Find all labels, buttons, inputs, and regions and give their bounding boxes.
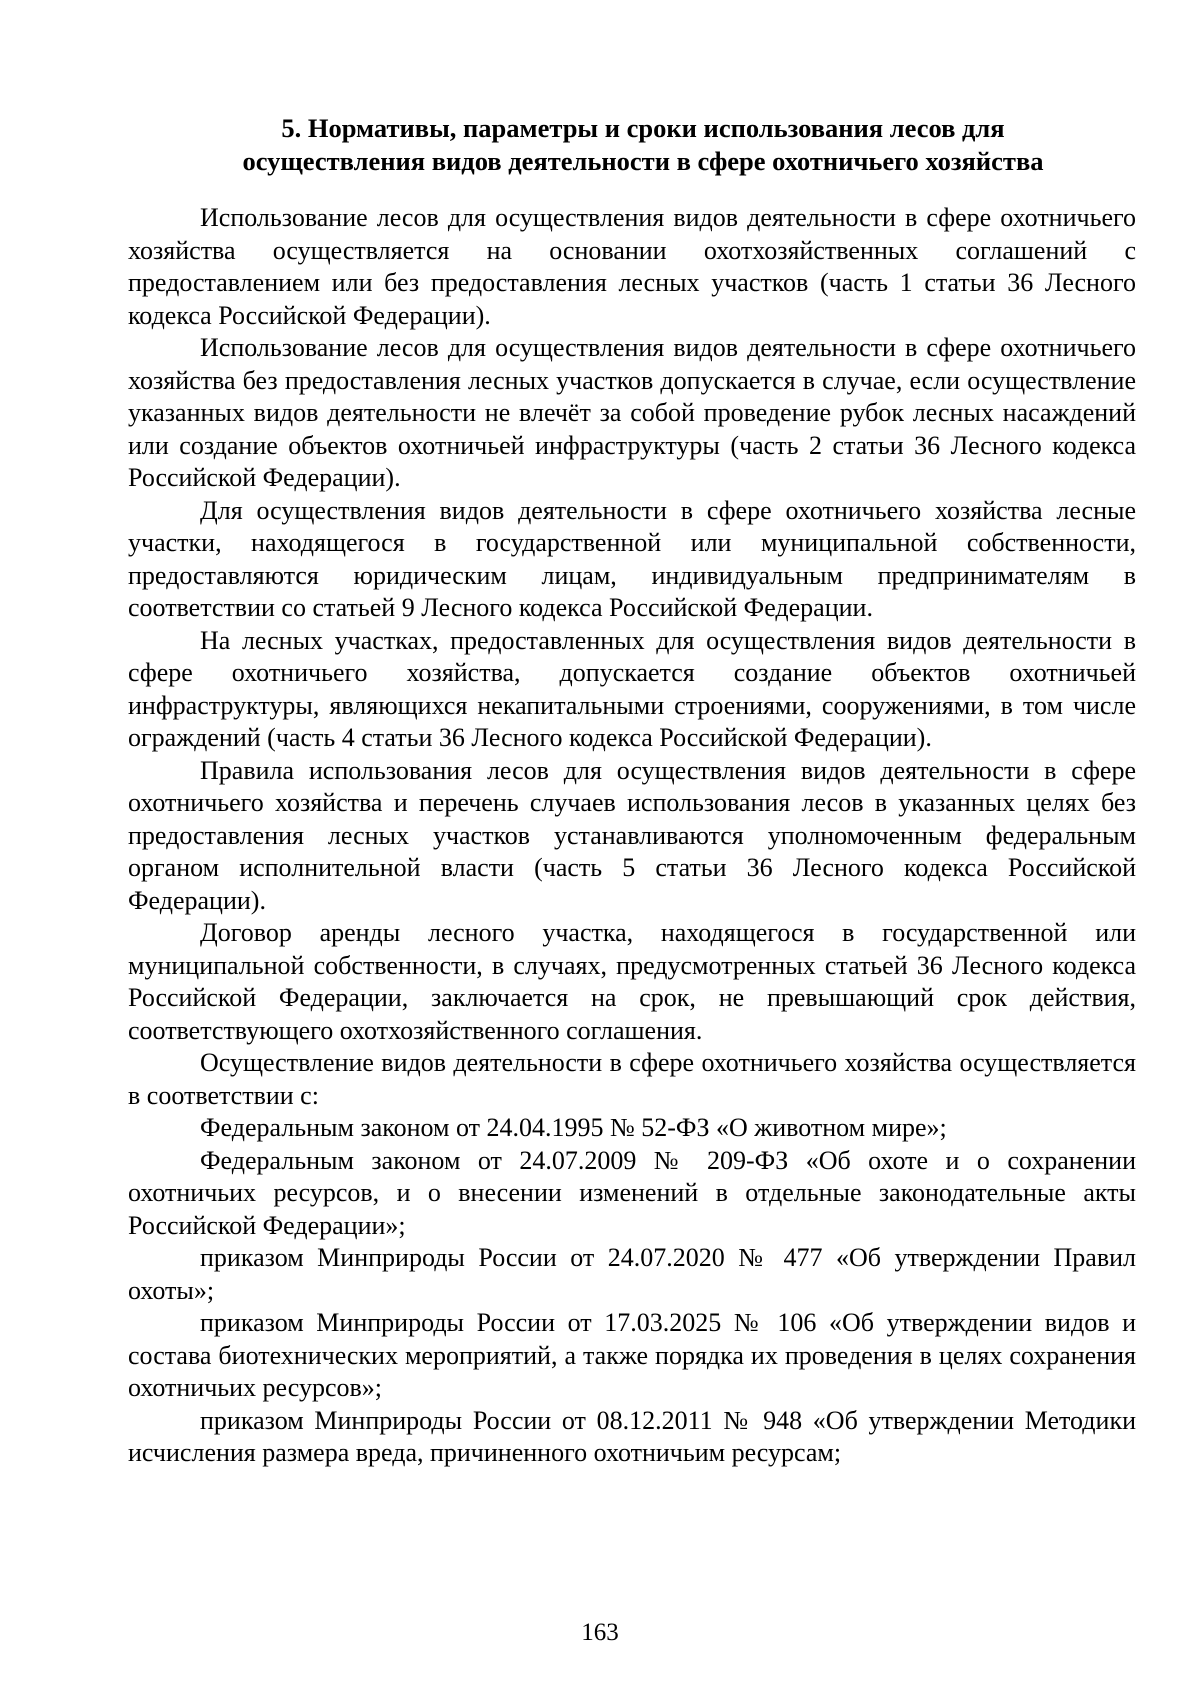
paragraph-9: Федеральным законом от 24.07.2009 № 209-ФЗ «Об охоте и о сохранении охотничьих ресурсов, и о внесении изменений в отдельные законодательные акты Российской Федерации»;	[128, 1145, 1136, 1240]
paragraph-4: На лесных участках, предоставленных для осуществления видов деятельности в сфере охотничьего хозяйства, допускается создание объектов охотничьей инфраструктуры, являющихся некапитальными строениями, сооружениями, в том числе ограждений (часть 4 статьи 36 Лесного кодекса Российской Федерации).	[128, 625, 1136, 752]
paragraph-11: приказом Минприроды России от 17.03.2025 № 106 «Об утверждении видов и состава биотехнических мероприятий, а также порядка их проведения в целях сохранения охотничьих ресурсов»;	[128, 1308, 1136, 1402]
paragraph-5: Правила использования лесов для осуществления видов деятельности в сфере охотничьего хозяйства и перечень случаев использования лесов в указанных целях без предоставления лесных участков устанавливаются уполномоченным федеральным органом исполнительной власти (часть 5 статьи 36 Лесного кодекса Российской Федерации).	[128, 755, 1136, 915]
paragraph-7: Осуществление видов деятельности в сфере охотничьего хозяйства осуществляется в соответствии с:	[128, 1048, 1136, 1110]
paragraph-3: Для осуществления видов деятельности в сфере охотничьего хозяйства лесные участки, находящегося в государственной или муниципальной собственности, предоставляются юридическим лицам, индивидуальным предпринимателям в соответствии со статьей 9 Лесного кодекса Российской Федерации.	[128, 495, 1136, 622]
paragraph-12: приказом Минприроды России от 08.12.2011 № 948 «Об утверждении Методики исчисления размера вреда, причиненного охотничьим ресурсам;	[128, 1405, 1136, 1467]
section-title-line-2: осуществления видов деятельности в сфере охотничьего хозяйства	[242, 146, 1044, 176]
paragraph-2: Использование лесов для осуществления видов деятельности в сфере охотничьего хозяйства без предоставления лесных участков допускается в случае, если осуществление указанных видов деятельности не влечёт за собой проведение рубок лесных насаждений или создание объектов охотничьей инфраструктуры (часть 2 статьи 36 Лесного кодекса Российской Федерации).	[128, 333, 1136, 492]
paragraph-8: Федеральным законом от 24.04.1995 № 52-ФЗ «О животном мире»;	[200, 1113, 947, 1142]
section-title-line-1: 5. Нормативы, параметры и сроки использования лесов для	[281, 113, 1005, 143]
body-text	[128, 202, 1136, 1470]
paragraph-10: приказом Минприроды России от 24.07.2020 № 477 «Об утверждении Правил охоты»;	[128, 1243, 1136, 1305]
document-page	[128, 112, 1136, 1470]
paragraph-6: Договор аренды лесного участка, находящегося в государственной или муниципальной собственности, в случаях, предусмотренных статьей 36 Лесного кодекса Российской Федерации, заключается на срок, не превышающий срок действия, соответствующего охотхозяйственного соглашения.	[128, 918, 1136, 1045]
paragraph-1: Использование лесов для осуществления видов деятельности в сфере охотничьего хозяйства осуществляется на основании охотхозяйственных соглашений с предоставлением или без предоставления лесных участков (часть 1 статьи 36 Лесного кодекса Российской Федерации).	[128, 203, 1136, 330]
page-number: 163	[581, 1619, 619, 1646]
section-title	[128, 112, 1136, 178]
